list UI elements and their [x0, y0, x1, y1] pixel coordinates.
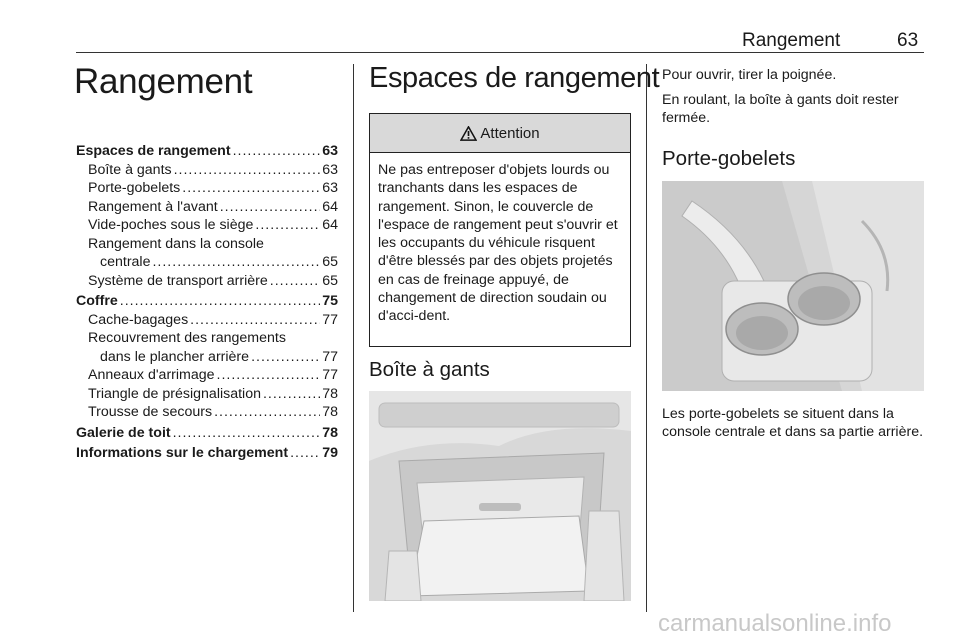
glovebox-heading: Boîte à gants [369, 358, 490, 381]
watermark: carmanualsonline.info [658, 610, 892, 637]
toc-section-entry[interactable] [76, 292, 338, 311]
cupholder-image [662, 181, 924, 391]
toc-entry-label: Système de transport arrière [88, 272, 268, 289]
toc-page-number: 78 [322, 385, 338, 402]
toc-page-number: 64 [322, 217, 338, 233]
toc-page-number: 78 [322, 404, 338, 420]
toc-leader-dots [173, 424, 321, 443]
toc-entry-label: Informations sur le chargement [76, 445, 289, 461]
section-title: Espaces de rangement [369, 62, 660, 94]
toc-entry-label-cont: centrale [100, 254, 151, 270]
toc-entry-label-cont: dans le plancher arrière [100, 348, 250, 365]
warning-header [370, 114, 630, 153]
running-header-title: Rangement [742, 30, 841, 51]
glovebox-image [369, 391, 631, 601]
toc-leader-dots [263, 385, 320, 404]
toc-leader-dots [120, 292, 320, 311]
toc-entry[interactable] [76, 198, 338, 217]
cupholder-heading: Porte-gobelets [662, 147, 796, 170]
paragraph-open: Pour ouvrir, tirer la poignée. [662, 67, 837, 83]
toc-section-entry[interactable] [76, 444, 338, 463]
toc-entry[interactable] [76, 385, 338, 404]
toc-leader-dots [220, 198, 321, 217]
warning-triangle-icon [460, 126, 477, 141]
toc-entry-label: Vide-poches sous le siège [88, 217, 254, 233]
toc-page-number: 79 [322, 445, 338, 461]
toc-section-entry[interactable] [76, 424, 338, 443]
toc-page-number: 65 [322, 254, 338, 270]
column-divider [646, 64, 647, 612]
toc-entry-label: Rangement à l'avant [88, 198, 218, 215]
toc-entry-label: Cache-bagages [88, 311, 189, 328]
toc-page-number: 77 [322, 311, 338, 328]
toc-leader-dots [255, 216, 320, 235]
toc-leader-dots [290, 444, 320, 463]
toc-page-number: 63 [322, 143, 338, 159]
warning-title: Attention [480, 124, 540, 142]
toc-entry-label: Trousse de secours [88, 404, 213, 420]
page-number: 63 [897, 30, 919, 51]
table-of-contents [76, 142, 338, 463]
chapter-title: Rangement [74, 62, 253, 101]
toc-leader-dots [217, 366, 321, 385]
toc-page-number: 63 [322, 161, 338, 178]
toc-entry-label: Rangement dans la console [88, 235, 264, 252]
column-divider [353, 64, 354, 612]
toc-leader-dots [233, 142, 321, 161]
toc-leader-dots [214, 403, 320, 422]
toc-page-number: 77 [322, 348, 338, 365]
toc-leader-dots [251, 348, 320, 367]
toc-entry-label: Galerie de toit [76, 424, 171, 441]
paragraph-closed: En roulant, la boîte à gants doit rester fermée. [662, 92, 899, 126]
toc-entry[interactable] [76, 216, 338, 235]
toc-entry-label: Porte-gobelets [88, 180, 181, 196]
toc-entry-label: Recouvrement des rangements [88, 330, 286, 346]
paragraph-cupholder: Les porte-gobelets se situent dans la console centrale et dans sa partie arrière. [662, 406, 924, 440]
toc-leader-dots [174, 161, 321, 180]
header-rule [76, 52, 924, 53]
toc-page-number: 65 [322, 272, 338, 289]
toc-page-number: 63 [322, 180, 338, 196]
toc-section-entry[interactable] [76, 142, 338, 161]
toc-entry-label: Boîte à gants [88, 161, 172, 178]
toc-entry[interactable] [76, 403, 338, 422]
toc-entry-label: Coffre [76, 293, 118, 309]
toc-leader-dots [152, 253, 320, 272]
toc-leader-dots [270, 272, 320, 291]
glovebox-illustration [369, 391, 631, 601]
toc-page-number: 64 [322, 198, 338, 215]
toc-entry-label: Triangle de présignalisation [88, 385, 261, 402]
toc-entry-label: Anneaux d'arrimage [88, 367, 215, 383]
toc-entry-label: Espaces de rangement [76, 143, 231, 159]
toc-entry[interactable] [76, 311, 338, 330]
toc-entry[interactable] [76, 348, 338, 367]
toc-entry[interactable] [76, 179, 338, 198]
toc-entry[interactable] [76, 366, 338, 385]
toc-page-number: 78 [322, 424, 338, 441]
warning-text: Ne pas entreposer d'objets lourds ou tranchants dans les espaces de rangement. Sinon, le couvercle de l'espace de rangement peut s'ouvrir et les occupants du véhicule risquent d'être blessés par des objets projetés en cas de freinage appuyé, de changement de direction soudain ou d'acci-dent. [378, 162, 618, 325]
cupholder-illustration [662, 181, 924, 391]
toc-page-number: 77 [322, 367, 338, 383]
toc-leader-dots [182, 179, 320, 198]
warning-box [369, 113, 631, 347]
toc-leader-dots [190, 311, 320, 330]
toc-entry[interactable] [76, 272, 338, 291]
toc-entry[interactable] [76, 161, 338, 180]
toc-page-number: 75 [322, 293, 338, 309]
toc-entry[interactable] [76, 253, 338, 272]
